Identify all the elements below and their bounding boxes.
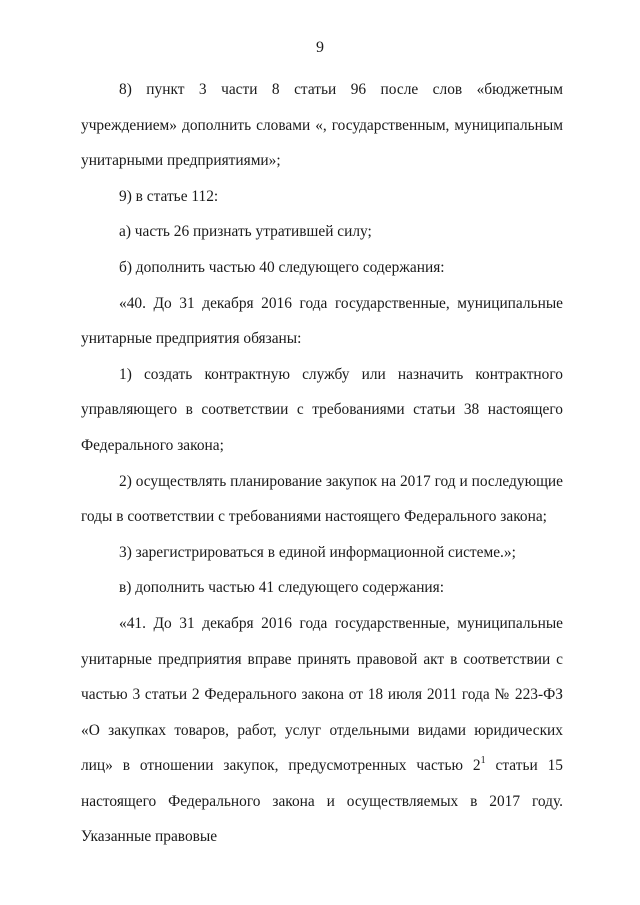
superscript-index: 1 — [480, 755, 486, 767]
paragraph-part-40-item-2: 2) осуществлять планирование закупок на 2017 год и последующие годы в соответствии с требованиями настоящего Федерального закона; — [81, 472, 563, 526]
paragraph-part-40: «40. До 31 декабря 2016 года государственные, муниципальные унитарные предприятия обязаны: — [81, 294, 563, 348]
paragraph-part-40-item-3: 3) зарегистрироваться в единой информационной системе.»; — [119, 543, 516, 561]
paragraph-item-9: 9) в статье 112: — [119, 187, 219, 205]
paragraph-item-8: 8) пункт 3 части 8 статьи 96 после слов «бюджетным учреждением» дополнить словами «, государственным, муниципальным унитарными предприятиями»; — [81, 81, 563, 170]
document-body — [81, 72, 563, 855]
paragraph-part-41 — [81, 606, 563, 855]
paragraph-part-41-text-a: «41. До 31 декабря 2016 года государственные, муниципальные унитарные предприятия вправе принять правовой акт в соответствии с частью 3 статьи 2 Федерального закона от 18 июля 2011 года № 223-ФЗ «О закупках товаров, работ, услуг отдельными видами юридических лиц» в отношении закупок, предусмотренных частью 2 — [81, 614, 563, 775]
paragraph-subitem-b: б) дополнить частью 40 следующего содержания: — [119, 258, 445, 276]
paragraph-subitem-a: а) часть 26 признать утратившей силу; — [119, 223, 372, 241]
paragraph-part-40-item-1: 1) создать контрактную службу или назначить контрактного управляющего в соответствии с требованиями статьи 38 настоящего Федерального закона; — [81, 365, 563, 454]
page-number: 9 — [316, 39, 324, 56]
paragraph-part-41-text-b: статьи 15 настоящего Федерального закона и осуществляемых в 2017 году. Указанные правовые — [81, 757, 563, 846]
paragraph-subitem-v: в) дополнить частью 41 следующего содержания: — [119, 579, 445, 597]
